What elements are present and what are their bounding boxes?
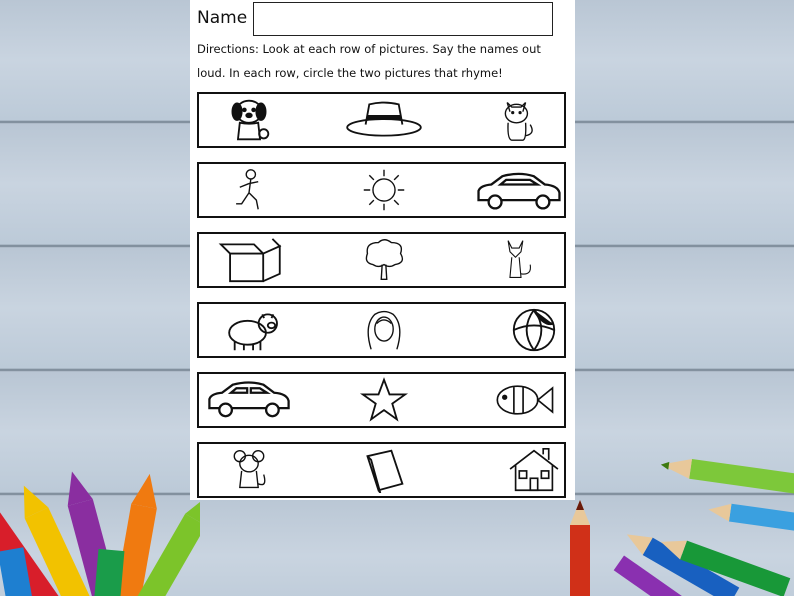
crayons-decoration [0,460,200,596]
sun-icon[interactable] [354,167,414,213]
tree-icon[interactable] [354,237,414,283]
picture-row-2 [197,162,566,218]
car-icon[interactable] [204,377,294,423]
directions-text: Directions: Look at each row of pictures. Say the names out loud. In each row, circle the two pictures that rhyme! [197,42,541,80]
car-icon[interactable] [469,167,569,213]
name-field[interactable] [253,2,553,36]
mouse-icon[interactable] [219,447,279,493]
runner-icon[interactable] [219,167,279,213]
star-icon[interactable] [354,377,414,423]
hat-icon[interactable] [334,97,434,143]
picture-row-3 [197,232,566,288]
picture-row-4 [197,302,566,358]
worksheet [190,0,575,500]
book-icon[interactable] [354,447,414,493]
name-label: Name [197,8,248,28]
fish-icon[interactable] [489,377,559,423]
pig-icon[interactable] [219,307,289,353]
picture-row-5 [197,372,566,428]
picture-row-1 [197,92,566,148]
ball-icon[interactable] [494,307,574,353]
girl-icon[interactable] [354,307,414,353]
fox-icon[interactable] [481,237,561,283]
dog-icon[interactable] [219,97,279,143]
house-icon[interactable] [494,447,574,493]
box-icon[interactable] [214,237,294,283]
picture-row-6 [197,442,566,498]
cat-icon[interactable] [481,97,561,143]
colored-pencils-decoration [560,455,794,596]
